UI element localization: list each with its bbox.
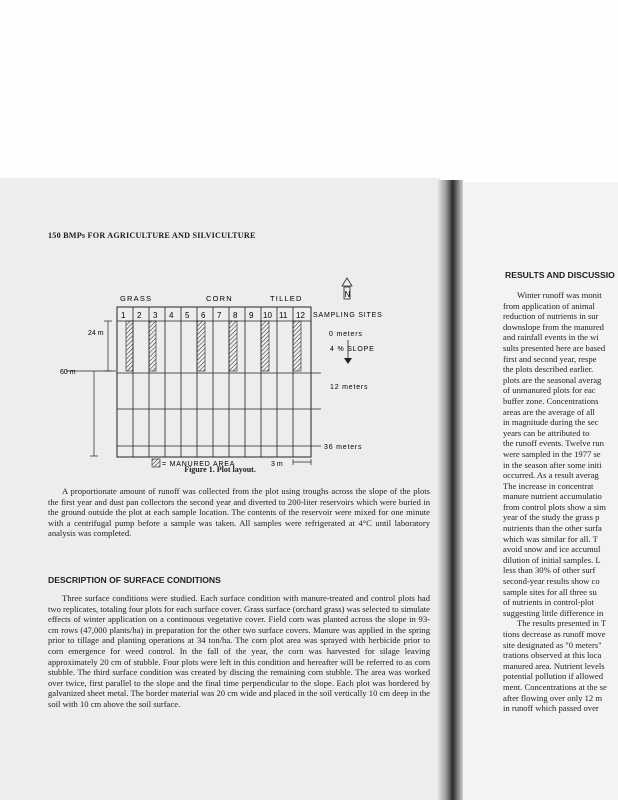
results-line: potential pollution if allowed [503,671,604,682]
results-line: plots are the seasonal averag [503,374,602,385]
tilled-label: TILLED [270,294,303,303]
dimension-60m-label: 60 m [60,369,76,376]
twelve-meters-label: 12 meters [330,384,369,391]
results-line: reduction of nutrients in sur [503,311,599,322]
results-line: were sampled in the 1977 se [503,448,601,459]
corn-label: CORN [206,294,233,303]
manured-areas [126,321,301,371]
top-blank-area [0,0,618,178]
legend-label: = MANURED AREA [162,461,236,468]
surface-paragraph [48,593,430,710]
results-line: of nutrients in control-plot [503,597,594,608]
results-line: years can be attributed to [503,427,590,438]
plot-number: 2 [137,311,142,320]
plot-number: 5 [185,311,190,320]
plot-number: 9 [249,311,254,320]
zero-meters-label: 0 meters [329,331,363,338]
results-line: sample sites for all three su [503,586,597,597]
results-line: from application of animal [503,300,595,311]
results-line: first and second year, respe [503,353,597,364]
results-line: less than 30% of other surf [503,565,596,576]
results-line: suggesting little difference in [503,607,604,618]
results-line: in magnitude during the sec [503,417,599,428]
results-line: Winter runoff was monit [517,290,602,300]
results-line: year of the study the grass p [503,512,600,523]
results-line: downslope from the manured [503,321,604,332]
plot-layout-diagram [58,270,398,470]
plot-number: 3 [153,311,158,320]
intro-paragraph-text: A proportionate amount of runoff was collected from the plot using troughs across the slope of the plots the first year and dust pan collectors the second year and diverted to 200-liter reservoirs which were buried in the ground outside the plot at each sample location. The contents of the reservoir were mixed for one minute with a centrifugal pump before a sample was taken. All samples were refrigerated at 4°C until laboratory analysis was completed. [48,486,430,539]
results-line: and rainfall events in the wi [503,332,599,343]
dimension-3m-label: 3 m [271,461,283,468]
plot-number: 1 [121,311,126,320]
right-page [463,182,618,800]
north-label: N [344,290,351,299]
results-text [503,290,607,714]
thirtysix-meters-label: 36 meters [324,444,363,451]
results-line: nutrients than the other surfa [503,523,602,534]
north-arrow-icon [342,278,352,299]
running-header: 150 BMPs FOR AGRICULTURE AND SILVICULTURE [48,231,256,240]
results-line: trations observed at this loca [503,650,602,661]
results-line: of unmanured plots for eac [503,385,596,396]
results-line: site designated as "0 meters" [503,639,602,650]
results-line: ment. Concentrations at the se [503,681,607,692]
results-line: in the season after some initi [503,459,602,470]
results-line: after flowing over only 12 m [503,692,603,703]
results-line: sults presented here are based [503,342,606,353]
surface-paragraph-text: Three surface conditions were studied. Each surface condition with manure-treated and control plots had two replicates, totaling four plots for each surface cover. Grass surface (orchard grass) was selected to simulate effects of winter application on a continuous vegetative cover. Field corn was planted across the slope in 93-cm rows (47,000 plants/ha) in preparation for the other two surface covers. Manure was applied in the spring prior to tillage and planting operations at 34 ton/ha. The corn plot area was sprayed with herbicide prior to corn emergence for weed control. In the fall of the year, the corn was harvested for silage leaving approximately 20 cm of stubble. Four plots were left in this condition and hereafter will be referred to as corn stubble. The third surface condition was created by discing the remaining corn stubble. The area was worked over twice, first parallel to the slope and the final time perpendicular to the slope. Each plot was bordered by galvanized sheet metal. The border material was 20 cm wide and placed in the soil vertically 10 cm deep in the soil with 10 cm above the soil surface. [48,593,430,709]
results-heading: RESULTS AND DISCUSSIO [505,270,615,280]
results-line: in runoff which passed over [503,703,599,714]
plot-number: 11 [279,311,288,320]
results-line: from control plots show a sim [503,501,606,512]
plot-frame [117,307,311,457]
plot-number: 8 [233,311,238,320]
grass-label: GRASS [120,294,153,303]
section-heading: DESCRIPTION OF SURFACE CONDITIONS [48,575,221,585]
slope-label: 4 % SLOPE [330,346,375,353]
dimension-24m [104,321,112,371]
plot-number: 4 [169,311,174,320]
results-line: manure nutrient accumulatio [503,491,602,502]
plot-number: 7 [217,311,222,320]
results-line: the runoff events. Twelve run [503,438,604,449]
results-line: The results presented in T [517,618,607,629]
plot-number: 6 [201,311,206,320]
plot-number: 12 [296,311,305,320]
results-line: the plots described earlier. [503,364,594,375]
sampling-sites-label: SAMPLING SITES [313,312,383,319]
results-line: tions decrease as runoff move [503,629,606,639]
results-line: buffer zone. Concentrations [503,395,599,406]
plot-layout-figure [58,270,398,470]
book-gutter [437,180,463,800]
figure-caption: Figure 1. Plot layout. [184,465,256,474]
results-line: which was similar for all. T [503,533,598,544]
results-line: dilution of initial samples. L [503,554,601,565]
results-line: areas are the average of all [503,406,595,417]
results-line: avoid snow and ice accumul [503,544,601,555]
plot-number: 10 [263,311,272,320]
results-line: second-year results show co [503,576,600,587]
results-line: The increase in concentrat [503,480,594,491]
results-line: occurred. As a result averag [503,470,599,481]
intro-paragraph [48,486,430,539]
dimension-24m-label: 24 m [88,330,104,337]
results-line: manured area. Nutrient levels [503,660,605,671]
dimension-60m [66,371,116,456]
